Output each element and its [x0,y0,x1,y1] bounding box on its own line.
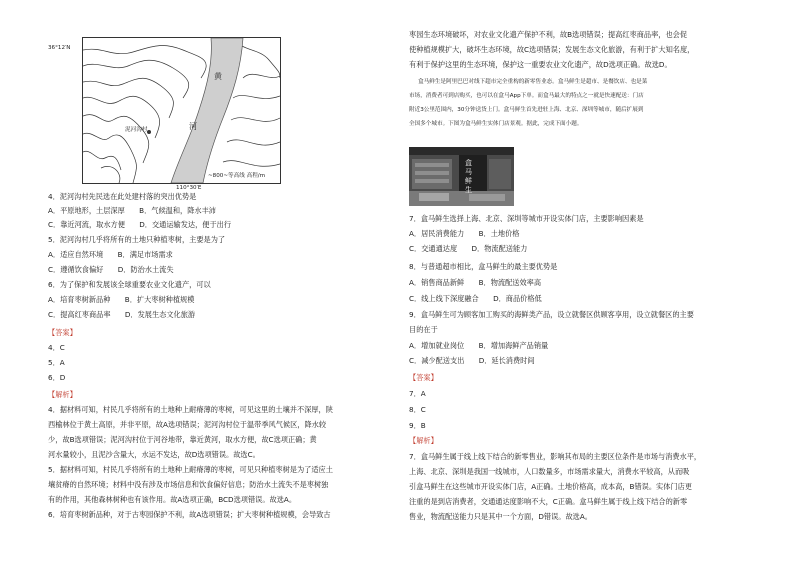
longitude-label: 110°30′E [176,185,202,191]
left-answer-label: 【答案】 [48,328,77,337]
contour-map [82,37,281,184]
left-answer: 5．A [48,358,65,367]
question-line: 9．盒马鲜生可为顾客加工购买的海鲜类产品，设立就餐区供顾客享用，设立就餐区的主要 [409,310,694,319]
question-line: 8．与普通超市相比，盒马鲜生的最主要优势是 [409,262,558,271]
analysis-line: 有利于保护这里的生态环境，保护这一重要农业文化遗产，故D选项正确。故选D。 [409,60,672,69]
analysis-line: 上海、北京、深圳是我国一线城市，人口数量多，市场需求量大，消费水平较高，从而吸 [409,467,690,476]
right-answer: 8．C [409,405,426,414]
left-line: A．平原地形，土层深厚 B．气候温和，降水丰沛 [48,206,216,215]
right-answer: 9．B [409,421,426,430]
analysis-line: 壤贫瘠的自然环境；材料中没有涉及市场信息和饮食偏好信息；防治水土流失不是枣树独 [48,480,329,489]
question-line: A．增加就业岗位 B．增加海鲜产品销量 [409,341,549,350]
analysis-line: 注重的是到店消费者，交通通达度影响不大，C正确。盒马鲜生属于线上线下结合的新零 [409,497,688,506]
analysis-line: 使种植规模扩大，破坏生态环境，故C选项错误；发展生态文化旅游，有利于扩大知名度， [409,45,695,54]
left-answer: 6．D [48,373,66,382]
analysis-line: 5．据材料可知，村民几乎将所有的土地种上耐瘠薄的枣树，可见只种植枣树是为了适应土 [48,465,333,474]
left-line: 6．为了保护和发展该全球重要农业文化遗产，可以 [48,280,211,289]
question-line: A．居民消费能力 B．土地价格 [409,229,520,238]
analysis-line: 西榆林位于黄土高原，并非平原，故A选项错误；泥河沟村位于温带季风气候区，降水较 [48,420,327,429]
material-line: 附近3公里范围内，30分钟送货上门。盒马鲜生首先进驻上海、北京、深圳等城市，随后扩展到 [409,107,644,113]
left-analysis-label: 【解析】 [48,390,77,399]
right-answer-label: 【答案】 [409,373,438,382]
contour-map-svg [83,38,280,183]
analysis-line: 少，故B选项错误；泥河沟村位于河谷地带，靠近黄河，取水方便，故C选项正确；黄 [48,435,317,444]
analysis-line: 售业，物流配送能力只是其中一个方面，D错误。故选A。 [409,512,592,521]
village-label: 泥河沟村 [125,127,148,133]
question-line: C．交通通达度 D．物流配送能力 [409,244,528,253]
left-line: A．适应自然环境 B．满足市场需求 [48,250,173,259]
material-line: 市场，消费者可到店购买，也可以在盒马App下单。而盒马最大的特点之一就是快速配送：门店 [409,93,644,99]
analysis-line: 4．据材料可知，村民几乎将所有的土地种上耐瘠薄的枣树，可见这里的土壤并不深厚，陕 [48,405,333,414]
right-analysis-label: 【解析】 [409,436,438,445]
analysis-line: 7．盒马鲜生属于线上线下结合的新零售业，影响其布局的主要区位条件是市场与消费水平， [409,452,702,461]
left-line: C．靠近河流，取水方便 D．交通运输发达，便于出行 [48,220,232,229]
question-line: A．销售商品新鲜 B．物流配送效率高 [409,278,542,287]
question-line: C．线上线下深度融合 D．商品价格低 [409,294,542,303]
left-line: 5．泥河沟村几乎将所有的土地只种植枣树，主要是为了 [48,235,226,244]
river-label-bottom: 河 [189,122,197,131]
analysis-line: 引盒马鲜生在这些城市开设实体门店，A正确。土地价格高，成本高，B错误。实体门店更 [409,482,692,491]
left-line: A．培育枣树新品种 B．扩大枣树种植规模 [48,295,195,304]
left-line: 4．泥河沟村先民选在此处建村落的突出优势是 [48,192,197,201]
question-line: 目的在于 [409,325,438,334]
river-label-top: 黄 [214,72,222,81]
material-line: 盒马鲜生是阿里巴巴对线下超市完全重构的新零售业态。盒马鲜生是超市、是餐饮店、也是菜 [418,79,648,85]
map-legend: ~800~等高线 高程/m [208,173,266,179]
latitude-label: 36°12′N [48,45,71,51]
question-line: 7．盒马鲜生选择上海、北京、深圳等城市开设实体门店，主要影响因素是 [409,214,644,223]
store-photo-svg [409,147,514,206]
analysis-line: 枣园生态环境破坏，对农业文化遗产保护不利，故B选项错误；提高红枣商品率，也会促 [409,30,688,39]
store-sign: 盒马鲜生 [465,159,472,194]
right-answer: 7．A [409,389,426,398]
store-photo [409,147,514,206]
left-line: C．遵循饮食偏好 D．防治水土流失 [48,265,174,274]
question-line: C．减少配送支出 D．延长消费时间 [409,356,535,365]
analysis-line: 6．培育枣树新品种，对于古枣园保护不利，故A选项错误；扩大枣树种植规模，会导致古 [48,510,331,519]
left-answer: 4．C [48,343,65,352]
analysis-line: 河水量较小，且泥沙含量大，水运不发达，故D选项错误。故选C。 [48,450,260,459]
analysis-line: 有的作用，其他森林树种也有该作用。故A选项正确，BCD选项错误。故选A。 [48,495,297,504]
material-line: 全国多个城市。下图为盒马鲜生实体门店景观。据此，完成下面小题。 [409,121,583,127]
left-line: C．提高红枣商品率 D．发展生态文化旅游 [48,310,196,319]
